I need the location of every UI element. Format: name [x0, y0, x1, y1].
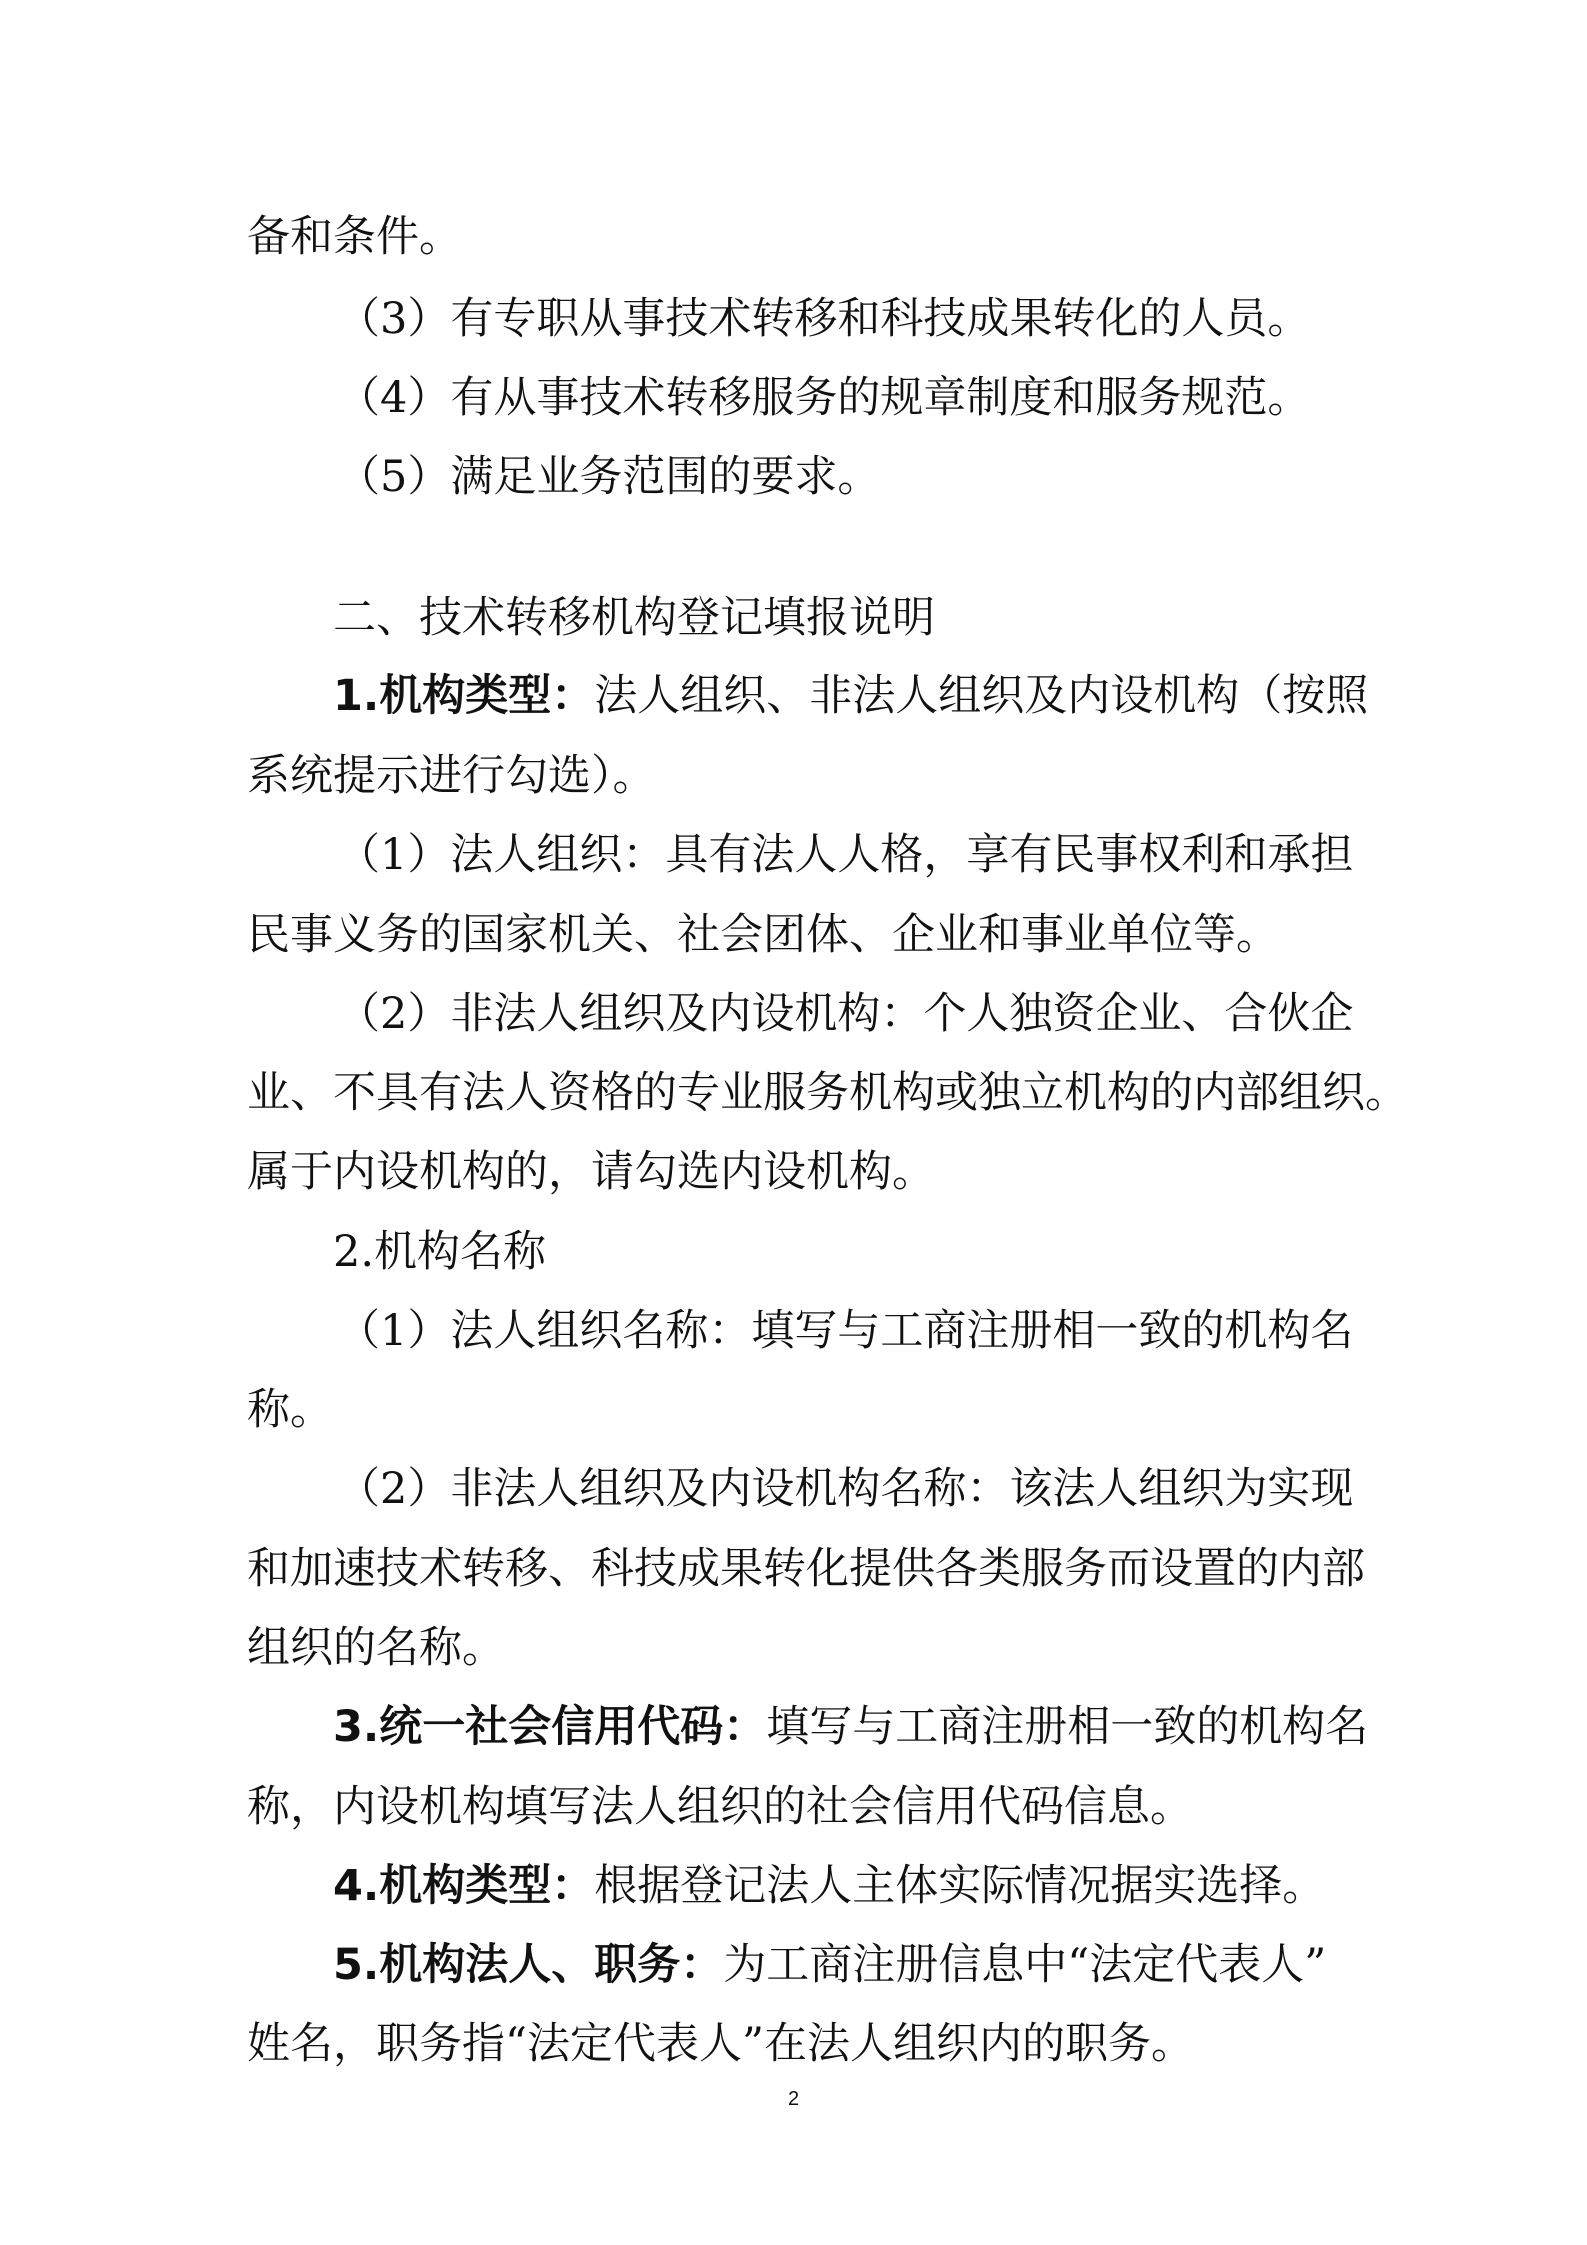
text-line: （1）法人组织：具有法人人格，享有民事权利和承担 — [337, 830, 1354, 880]
text-line: 业、不具有法人资格的专业服务机构或独立机构的内部组织。 — [247, 1068, 1408, 1118]
text-line — [333, 1702, 1369, 1752]
item-label: 3.统一社会信用代码： — [333, 1702, 767, 1752]
text-line: 姓名，职务指“法定代表人”在法人组织内的职务。 — [247, 2019, 1194, 2069]
list-item: （4）有从事技术转移服务的规章制度和服务规范。 — [337, 373, 1311, 423]
text-line — [333, 1940, 1327, 1990]
list-item: （5）满足业务范围的要求。 — [337, 452, 881, 502]
item-text: 填写与工商注册相一致的机构名 — [766, 1702, 1369, 1752]
item-text: 为工商注册信息中“法定代表人” — [723, 1940, 1327, 1990]
text-line: 民事义务的国家机关、社会团体、企业和事业单位等。 — [247, 910, 1279, 960]
item-text: 法人组织、非法人组织及内设机构（按照 — [594, 671, 1369, 721]
text-line: 称，内设机构填写法人组织的社会信用代码信息。 — [247, 1782, 1193, 1832]
text-line: 称。 — [247, 1385, 333, 1435]
item-text: 根据登记法人主体实际情况据实选择。 — [594, 1861, 1326, 1911]
text-line: （2）非法人组织及内设机构名称：该法人组织为实现 — [337, 1464, 1354, 1514]
list-item: （3）有专职从事技术转移和科技成果转化的人员。 — [337, 294, 1311, 344]
subsection-heading: 2.机构名称 — [333, 1227, 547, 1277]
item-label: 5.机构法人、职务： — [333, 1940, 724, 1990]
text-line — [333, 1861, 1326, 1911]
page-number: 2 — [787, 2088, 800, 2110]
text-line: 属于内设机构的，请勾选内设机构。 — [247, 1147, 935, 1197]
text-line: 备和条件。 — [247, 212, 462, 262]
item-label: 1.机构类型： — [333, 671, 595, 721]
item-label: 4.机构类型： — [333, 1861, 595, 1911]
section-heading: 二、技术转移机构登记填报说明 — [333, 593, 935, 643]
text-line: （2）非法人组织及内设机构：个人独资企业、合伙企 — [337, 989, 1354, 1039]
text-line — [333, 671, 1369, 721]
text-line: 系统提示进行勾选）。 — [247, 751, 656, 801]
text-line: （1）法人组织名称：填写与工商注册相一致的机构名 — [337, 1306, 1354, 1356]
text-line: 组织的名称。 — [247, 1623, 505, 1673]
text-line: 和加速技术转移、科技成果转化提供各类服务而设置的内部 — [247, 1544, 1365, 1594]
